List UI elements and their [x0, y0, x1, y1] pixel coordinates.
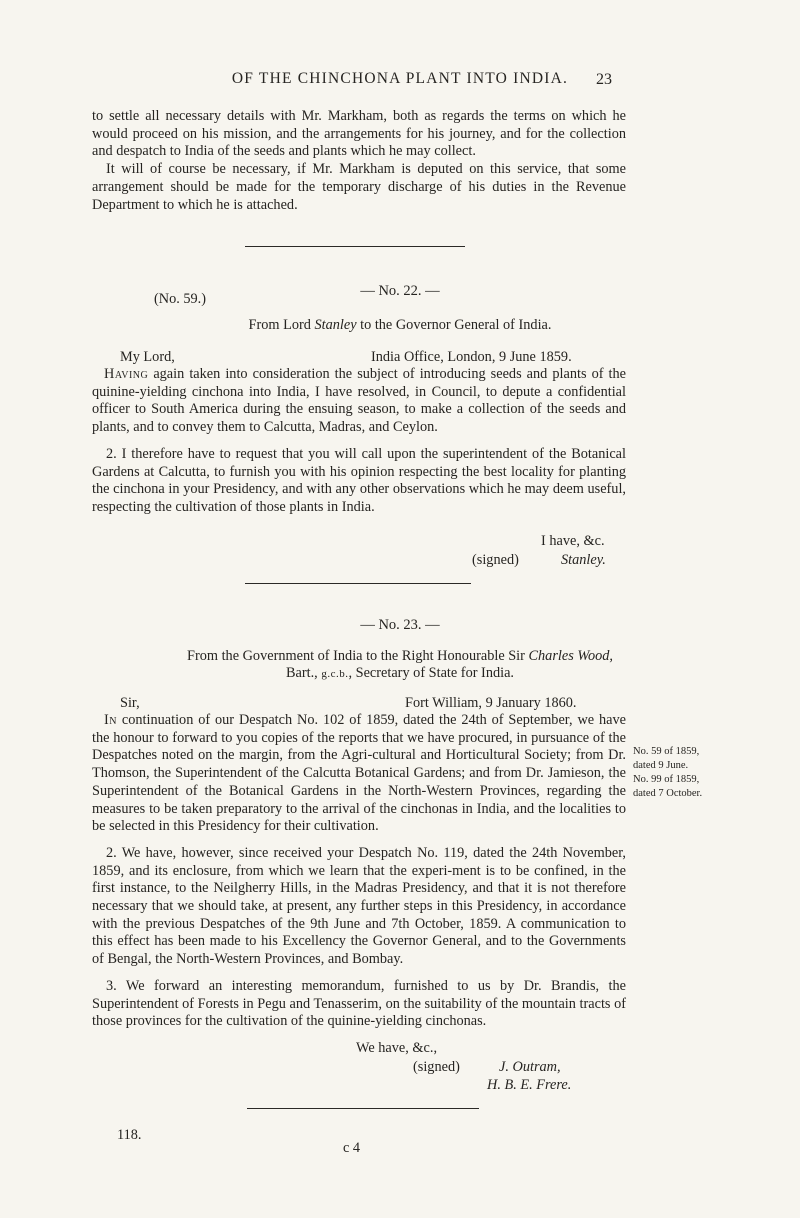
letter-23-place-date: Fort William, 9 January 1860. — [405, 695, 577, 711]
letter-23-paragraph-1: In continuation of our Despatch No. 102 of 1859, dated the 24th of September, we have the honour to forward to you copies of the reports that we have procured, in pursuance of the Despatches noted on the margin, from the Agri-cultural and Horticultural Society; from Dr. Thomson, the Superintendent of the Calcutta Botanical Gardens; and from Dr. Jamieson, the Superintendent of the Botanical Gardens in the North-Western Provinces, regarding the measures to be taken preparatory to the arrival of the cinchonas in India, and the localities to be selected in this Presidency for their cultivation. — [92, 712, 626, 835]
recipient-name: Charles Wood, — [528, 648, 613, 664]
margin-note — [633, 745, 793, 801]
letter-22-reference: (No. 59.) — [154, 291, 207, 307]
margin-note-line: dated 9 June. — [633, 760, 689, 771]
intro-paragraph-1: to settle all necessary details with Mr. Markham, both as regards the terms on which he would proceed on his mission, and the arrangements for his journey, and for the collection and despatch to India of the seeds and plants which he may collect. — [92, 108, 626, 160]
letter-22-salutation: My Lord, — [120, 349, 175, 365]
letter-23-signature-2: H. B. E. Frere. — [487, 1077, 572, 1093]
margin-note-line: No. 99 of 1859, — [633, 774, 700, 785]
letter-22-closing: I have, &c. — [541, 533, 605, 549]
letter-22-paragraph-1: Having again taken into consideration the subject of introducing seeds and plants of the quinine-yielding cinchona into India, I have resolved, in Council, to depute a confidential officer to South America during the ensuing season, to make a collection of the seeds and plants, and to convey them to Calcutta, Madras, and Ceylon. — [92, 366, 626, 436]
letter-23-signed: (signed) — [413, 1059, 460, 1075]
letter-23-paragraph-2: 2. We have, however, since received your Despatch No. 119, dated the 24th November, 1859, and its enclosure, from which we learn that the experi-ment is to be confined, in the first instance, to the Neilgherry Hills, in the Madras Presidency, and that it is not therefore necessary that we should take, at present, any further steps in this Presidency, in accordance with the previous Despatches of the 9th June and 7th October, 1859. A communication to this effect has been made to his Excellency the Governor General, and to the Governments of Bengal, the North-Western Provinces, and Bombay. — [92, 844, 626, 968]
margin-note-line: dated 7 October. — [633, 788, 703, 799]
letter-23-signature-1: J. Outram, — [499, 1059, 561, 1075]
letter-23-from-line-1: From the Government of India to the Right Honourable Sir Charles Wood, — [187, 648, 613, 664]
letter-22-body — [92, 366, 626, 517]
page-number: 23 — [596, 71, 612, 88]
margin-note-line: No. 59 of 1859, — [633, 746, 700, 757]
intro-paragraph-2: It will of course be necessary, if Mr. Markham is deputed on this service, that some arrangement should be made for the temporary discharge of his duties in the Revenue Department to which he is attached. — [92, 161, 626, 213]
letter-23-body — [92, 712, 626, 1031]
letter-22-from-line: From Lord Stanley to the Governor General of India. — [248, 317, 552, 333]
letter-22-paragraph-2: 2. I therefore have to request that you will call upon the superintendent of the Botanical Gardens at Calcutta, to furnish you with his opinion respecting the best locality for planting the cinchona in your Presidency, and with any other observations which he may deem useful, respecting the cultivation of those plants in India. — [92, 445, 626, 515]
sender-name: Stanley — [314, 317, 357, 333]
running-header-title: OF THE CHINCHONA PLANT INTO INDIA. — [231, 70, 569, 87]
signature-mark: c 4 — [343, 1140, 361, 1156]
section-divider — [245, 583, 471, 584]
letter-23-closing: We have, &c., — [356, 1040, 438, 1056]
letter-23-salutation: Sir, — [120, 695, 140, 711]
letter-22-heading: — No. 22. — — [360, 283, 440, 299]
intro-section — [92, 108, 626, 214]
letter-23-from-line-2: Bart., g.c.b., Secretary of State for India. — [285, 665, 515, 681]
section-divider — [245, 246, 465, 247]
letter-23-heading: — No. 23. — — [360, 617, 440, 633]
letter-22-place-date: India Office, London, 9 June 1859. — [371, 349, 572, 365]
section-divider — [247, 1108, 479, 1109]
letter-22-signed: (signed) — [472, 552, 519, 568]
letter-22-signature: Stanley. — [561, 552, 606, 568]
letter-23-paragraph-3: 3. We forward an interesting memorandum, furnished to us by Dr. Brandis, the Superintendent of Forests in Pegu and Tenasserim, on the suitability of the mountain tracts of those provinces for the cultivation of the quinine-yielding cinchonas. — [92, 977, 626, 1030]
footer-number: 118. — [117, 1127, 142, 1143]
